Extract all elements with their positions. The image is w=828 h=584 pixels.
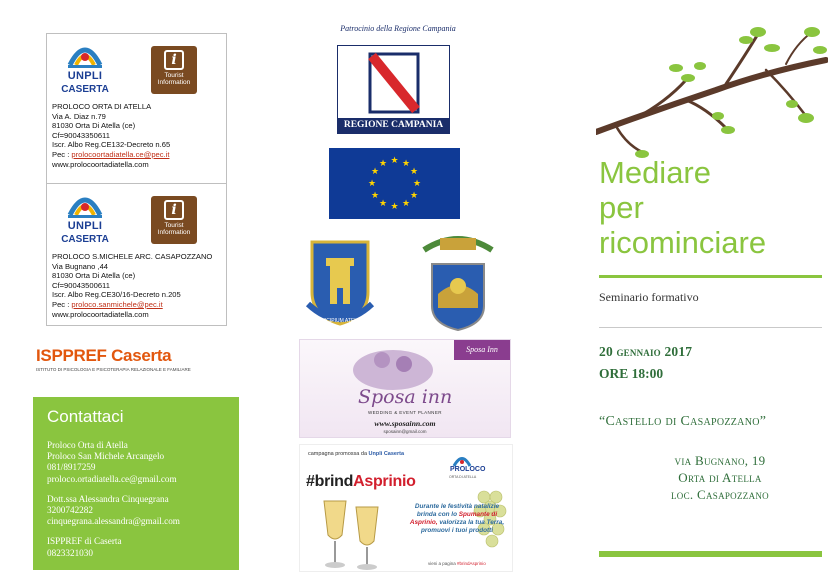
proloco-mini-title: PROLOCO — [450, 466, 486, 473]
brind-foot-hashtag[interactable]: #brindAsprinio — [457, 561, 486, 566]
org-name: PROLOCO ORTA DI ATELLA — [52, 102, 152, 111]
org-street: Via A. Diaz n.79 — [52, 111, 106, 121]
brind-message — [408, 503, 506, 535]
campania-emblem-icon — [338, 46, 451, 119]
brind-footer — [428, 561, 486, 566]
info-icon: i — [164, 200, 184, 220]
svg-text:★: ★ — [412, 179, 422, 189]
unpli-title: UNPLI — [67, 70, 103, 82]
logos-row — [47, 184, 226, 252]
event-title-line-2: per — [599, 190, 644, 225]
unpli-subtitle: CASERTA — [61, 234, 109, 245]
event-date: 20 gennaio 2017 — [599, 344, 693, 359]
event-venue: “Castello di Casapozzano” — [599, 414, 767, 429]
svg-text:★: ★ — [401, 159, 411, 169]
svg-text:★: ★ — [390, 202, 399, 212]
proloco-casapozzano-card — [46, 183, 227, 326]
org-tax-code: Cf=90043350611 — [52, 130, 110, 140]
pec-label: Pec : — [52, 149, 72, 159]
org-address-block — [47, 252, 226, 319]
isppref-subtitle: ISTITUTO DI PSICOLOGIA E PSICOTERAPIA RELAZIONALE E FAMILIARE — [36, 367, 191, 372]
sposa-inn-ad[interactable] — [299, 339, 511, 438]
contact-email-1[interactable]: proloco.ortadiatella.ce@gmail.com — [47, 473, 177, 484]
unpli-subtitle: CASERTA — [61, 84, 109, 95]
org-pec-line — [52, 150, 226, 160]
svg-text:★: ★ — [378, 199, 388, 209]
contact-org-2: Proloco San Michele Arcangelo — [47, 451, 165, 462]
contact-title: Contattaci — [47, 407, 124, 426]
org-pec-line — [52, 300, 226, 310]
province-crest — [418, 228, 498, 332]
org-name: PROLOCO S.MICHELE ARC. CASAPOZZANO — [52, 252, 213, 261]
unpli-emblem-icon — [64, 39, 106, 71]
proloco-orta-card — [46, 33, 227, 183]
tourist-information-logo — [151, 196, 197, 244]
isppref-logo — [36, 345, 236, 375]
contact-lines — [47, 440, 239, 559]
event-subtitle: Seminario formativo — [599, 290, 699, 304]
svg-text:★: ★ — [401, 199, 411, 209]
event-title — [599, 155, 766, 260]
brind-text-b: valorizza la tua Terra, promuovi i tuoi prodotti — [420, 519, 505, 534]
footer-bar — [599, 551, 822, 557]
org-street: Via Bugnano ,44 — [52, 261, 109, 271]
campaign-prefix: campagna promossa da — [308, 451, 369, 457]
sposa-name: Sposa inn — [358, 386, 453, 408]
unpli-title: UNPLI — [67, 220, 103, 232]
sposa-badge: Sposa Inn — [454, 340, 510, 360]
unpli-caserta-logo — [54, 39, 116, 97]
venue-street: via Bugnano, 19 — [674, 453, 766, 468]
hashtag-highlight: Asprinio — [353, 473, 416, 490]
sposa-email-link[interactable]: sposainn@gmail.com — [383, 429, 427, 434]
org-city: 81030 Orta Di Atella (ce) — [52, 271, 136, 281]
eu-stars-icon — [329, 148, 460, 219]
title-divider — [599, 275, 822, 278]
patronage-caption: Patrocinio della Regione Campania — [340, 24, 456, 33]
svg-text:★: ★ — [367, 179, 377, 189]
sposa-tagline: WEDDING & EVENT PLANNER — [368, 410, 442, 415]
campaign-caption — [308, 451, 404, 457]
couple-silhouette-icon — [348, 344, 438, 392]
org-city: 81030 Orta Di Atella (ce) — [52, 121, 136, 131]
contact-isppref: ISPPREF di Caserta — [47, 536, 122, 547]
event-title-line-1: Mediare — [599, 155, 711, 190]
hashtag-prefix: #brind — [306, 473, 354, 490]
org-registry: Iscr. Albo Reg.CE30/16-Decreto n.205 — [52, 290, 181, 300]
municipal-crest — [298, 234, 382, 329]
campaign-org: Unpli Caserta — [368, 451, 405, 457]
brind-text-a: Durante le festività natalizie brinda con lo — [414, 503, 500, 518]
campania-label: REGIONE CAMPANIA — [338, 118, 449, 133]
svg-text:★: ★ — [409, 167, 419, 177]
unpli-emblem-icon — [64, 189, 106, 221]
eu-flag — [329, 148, 460, 219]
contact-person: Dott.ssa Alessandra Cinquegrana — [47, 493, 169, 504]
svg-text:★: ★ — [370, 191, 380, 201]
crest-motto: MUNICIPIUM ATELLAE — [313, 318, 367, 324]
subtitle-divider — [599, 327, 822, 328]
svg-text:★: ★ — [378, 159, 388, 169]
brind-hashtag-title — [306, 473, 416, 491]
sposa-website-link[interactable]: www.sposainn.com — [374, 419, 436, 428]
svg-text:★: ★ — [409, 191, 419, 201]
org-registry: Iscr. Albo Reg.CE132-Decreto n.65 — [52, 140, 171, 150]
info-icon: i — [164, 50, 184, 70]
contact-phone-1[interactable]: 081/8917259 — [47, 462, 96, 473]
pec-label: Pec : — [52, 299, 72, 309]
regione-campania-logo — [337, 45, 450, 134]
branch-illustration-icon — [596, 20, 828, 160]
unpli-emblem-icon — [452, 453, 472, 467]
venue-locality: loc. Casapozzano — [671, 487, 769, 502]
event-time: ORE 18:00 — [599, 366, 664, 381]
org-website-link[interactable]: www.prolocoortadiatella.com — [52, 159, 149, 169]
laurel-crest-icon — [418, 228, 498, 332]
tourist-information-logo — [151, 46, 197, 94]
venue-town: Orta di Atella — [678, 470, 762, 485]
tourist-label: Tourist Information — [157, 72, 191, 86]
pec-email-link[interactable]: prolocoortadiatella.ce@pec.it — [71, 149, 170, 159]
brind-foot-prefix: vieni a pagina — [428, 561, 458, 566]
tourist-label: Tourist Information — [157, 222, 191, 236]
svg-text:★: ★ — [390, 156, 399, 166]
champagne-glasses-icon — [304, 499, 404, 571]
pec-email-link[interactable]: proloco.sanmichele@pec.it — [71, 299, 163, 309]
unpli-caserta-logo — [54, 189, 116, 247]
contact-phone-3[interactable]: 0823321030 — [47, 547, 93, 558]
proloco-mini-logo — [446, 453, 500, 483]
org-tax-code: Cf=90043500611 — [52, 280, 110, 290]
contact-org-1: Proloco Orta di Atella — [47, 440, 128, 450]
contact-email-2[interactable]: cinquegrana.alessandra@gmail.com — [47, 516, 180, 527]
org-address-block — [47, 102, 226, 169]
org-website-link[interactable]: www.prolocoortadiatella.com — [52, 309, 149, 319]
isppref-title: ISPPREF Caserta — [36, 346, 172, 365]
contact-panel — [33, 397, 239, 570]
contact-phone-2[interactable]: 3200742282 — [47, 505, 93, 516]
logos-row — [47, 34, 226, 102]
brind-asprinio-ad[interactable] — [299, 444, 513, 572]
proloco-mini-subtitle: ORTA DI ATELLA — [449, 475, 477, 479]
svg-text:★: ★ — [370, 167, 380, 177]
brind-text-red: Spumante di Asprinio, — [409, 511, 498, 526]
event-title-line-3: ricominciare — [599, 225, 767, 260]
tower-crest-icon — [298, 234, 382, 329]
